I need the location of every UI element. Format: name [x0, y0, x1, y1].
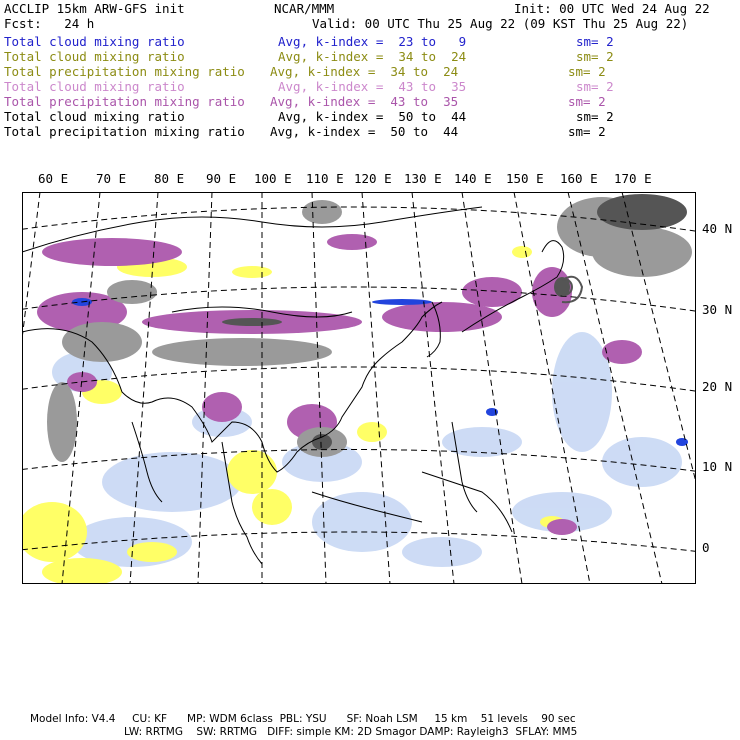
lon-label: 130 E	[404, 171, 442, 186]
lon-label: 80 E	[154, 171, 185, 186]
model-title: ACCLIP 15km ARW-GFS init	[4, 1, 185, 16]
legend-sm: sm= 2	[568, 124, 606, 139]
legend-sm: sm= 2	[568, 94, 606, 109]
legend-avg: Avg, k-index = 43 to 35	[270, 94, 459, 109]
lon-label: 140 E	[454, 171, 492, 186]
physics-info-line: LW: RRTMG SW: RRTMG DIFF: simple KM: 2D Smagor DAMP: Rayleigh3 SFLAY: MM5	[124, 726, 578, 738]
lon-label: 70 E	[96, 171, 127, 186]
legend-name: Total cloud mixing ratio	[4, 49, 185, 64]
legend-name: Total precipitation mixing ratio	[4, 124, 245, 139]
legend-sm: sm= 2	[568, 64, 606, 79]
forecast-hour: Fcst: 24 h	[4, 16, 95, 31]
lat-label: 10 N	[702, 459, 733, 474]
legend-name: Total cloud mixing ratio	[4, 109, 185, 124]
lat-label: 30 N	[702, 302, 733, 317]
legend-avg: Avg, k-index = 43 to 35	[278, 79, 467, 94]
legend-avg: Avg, k-index = 50 to 44	[270, 124, 459, 139]
legend-name: Total cloud mixing ratio	[4, 34, 185, 49]
legend-name: Total precipitation mixing ratio	[4, 94, 245, 109]
lon-label: 160 E	[560, 171, 598, 186]
init-time: Init: 00 UTC Wed 24 Aug 22	[514, 1, 710, 16]
lon-label: 120 E	[354, 171, 392, 186]
legend-avg: Avg, k-index = 23 to 9	[278, 34, 467, 49]
lat-label: 40 N	[702, 221, 733, 236]
legend-name: Total precipitation mixing ratio	[4, 64, 245, 79]
lon-label: 60 E	[38, 171, 69, 186]
org-label: NCAR/MMM	[274, 1, 335, 16]
lat-label: 0	[702, 540, 710, 555]
legend-avg: Avg, k-index = 34 to 24	[270, 64, 459, 79]
legend-avg: Avg, k-index = 50 to 44	[278, 109, 467, 124]
valid-time: Valid: 00 UTC Thu 25 Aug 22 (09 KST Thu 25 Aug 22)	[312, 16, 689, 31]
lon-label: 150 E	[506, 171, 544, 186]
legend-name: Total cloud mixing ratio	[4, 79, 185, 94]
legend-sm: sm= 2	[576, 34, 614, 49]
lon-label: 110 E	[306, 171, 344, 186]
lon-label: 90 E	[206, 171, 237, 186]
legend-sm: sm= 2	[576, 109, 614, 124]
legend-sm: sm= 2	[576, 79, 614, 94]
legend-sm: sm= 2	[576, 49, 614, 64]
legend-avg: Avg, k-index = 34 to 24	[278, 49, 467, 64]
lat-label: 20 N	[702, 379, 733, 394]
model-info-line: Model Info: V4.4 CU: KF MP: WDM 6class PBL: YSU SF: Noah LSM 15 km 51 levels 90 sec	[30, 713, 576, 725]
lon-label: 170 E	[614, 171, 652, 186]
forecast-map	[22, 192, 696, 584]
lon-label: 100 E	[254, 171, 292, 186]
